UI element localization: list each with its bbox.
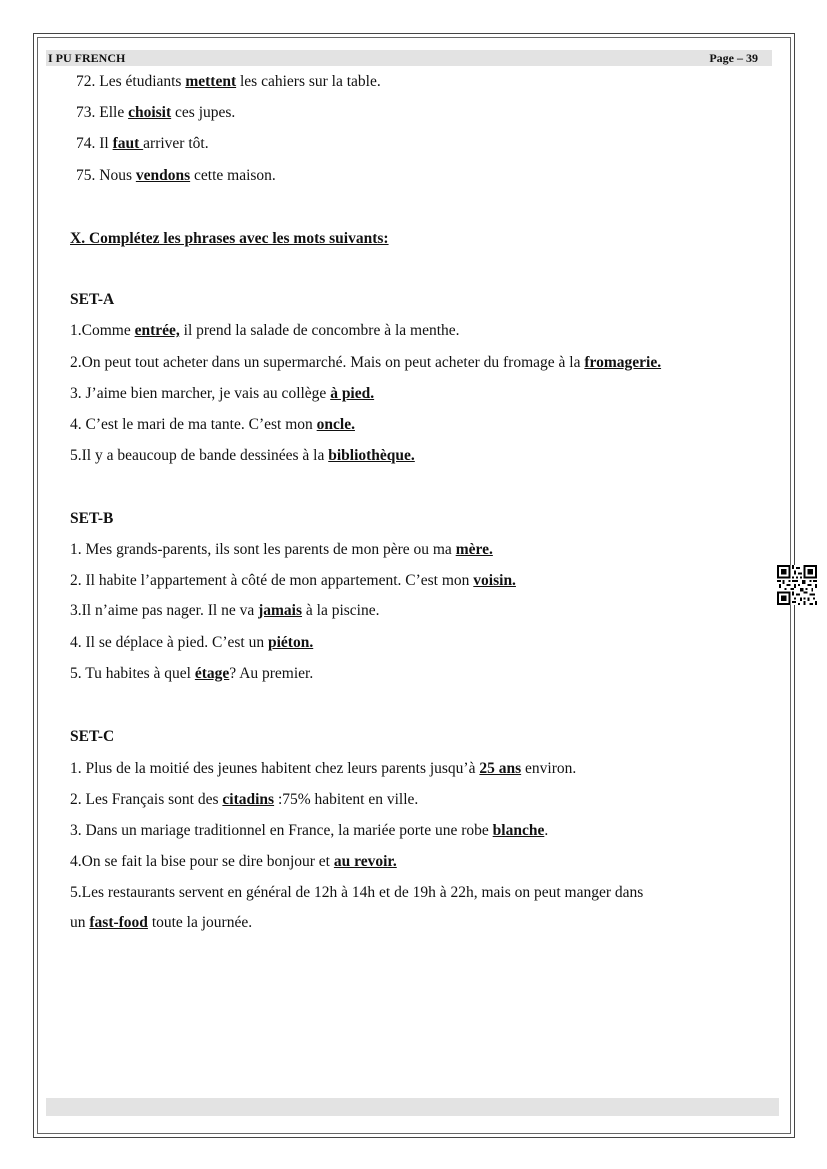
list-item-continuation: un fast-food toute la journée. [70,914,253,931]
list-item: 1. Mes grands-parents, ils sont les parents de mon père ou ma mère. [70,541,493,558]
qr-code-icon [777,565,817,605]
list-item: 3. J’aime bien marcher, je vais au collège à pied. [70,385,375,402]
list-item: 74. Il faut arriver tôt. [76,135,209,152]
answer-word: étage [194,665,230,682]
list-item: 75. Nous vendons cette maison. [76,167,276,184]
answer-word: au revoir. [333,853,397,870]
answer-word: choisit [128,104,172,121]
answer-word: fast-food [89,914,148,931]
answer-word: blanche [492,822,545,839]
page-number: Page – 39 [709,51,758,65]
page-header [46,50,772,66]
answer-word: citadins [222,791,275,808]
list-item: 5.Il y a beaucoup de bande dessinées à la bibliothèque. [70,447,415,464]
answer-word: bibliothèque. [328,447,415,464]
section-heading: X. Complétez les phrases avec les mots suivants: [70,230,389,247]
set-title: SET-A [70,291,115,308]
list-item: 2. Il habite l’appartement à côté de mon appartement. C’est mon voisin. [70,572,516,589]
list-item: 72. Les étudiants mettent les cahiers sur la table. [76,73,381,90]
answer-word: mettent [185,73,237,90]
answer-word: mère. [455,541,493,558]
set-title: SET-B [70,510,114,527]
list-item: 5.Les restaurants servent en général de 12h à 14h et de 19h à 22h, mais on peut manger dans [70,884,644,901]
list-item: 1. Plus de la moitié des jeunes habitent chez leurs parents jusqu’à 25 ans environ. [70,760,577,777]
answer-word: piéton. [268,634,314,651]
list-item: 4. Il se déplace à pied. C’est un piéton. [70,634,314,651]
answer-word: entrée, [134,322,180,339]
page-footer [46,1098,779,1116]
list-item: 4.On se fait la bise pour se dire bonjour et au revoir. [70,853,397,870]
answer-word: vendons [135,167,191,184]
list-item: 5. Tu habites à quel étage? Au premier. [70,665,314,682]
answer-word: oncle. [316,416,355,433]
course-title: I PU FRENCH [48,51,126,65]
answer-word: voisin. [473,572,516,589]
list-item: 3.Il n’aime pas nager. Il ne va jamais à la piscine. [70,602,380,619]
set-title: SET-C [70,728,115,745]
list-item: 3. Dans un mariage traditionnel en France, la mariée porte une robe blanche. [70,822,549,839]
list-item: 4. C’est le mari de ma tante. C’est mon oncle. [70,416,355,433]
list-item: 2. Les Français sont des citadins :75% habitent en ville. [70,791,419,808]
answer-word: faut [112,135,144,152]
list-item: 1.Comme entrée, il prend la salade de concombre à la menthe. [70,322,460,339]
answer-word: 25 ans [479,760,522,777]
list-item: 2.On peut tout acheter dans un supermarché. Mais on peut acheter du fromage à la fromagerie. [70,354,662,371]
answer-word: fromagerie. [584,354,662,371]
answer-word: à pied. [330,385,375,402]
answer-word: jamais [258,602,303,619]
list-item: 73. Elle choisit ces jupes. [76,104,236,121]
